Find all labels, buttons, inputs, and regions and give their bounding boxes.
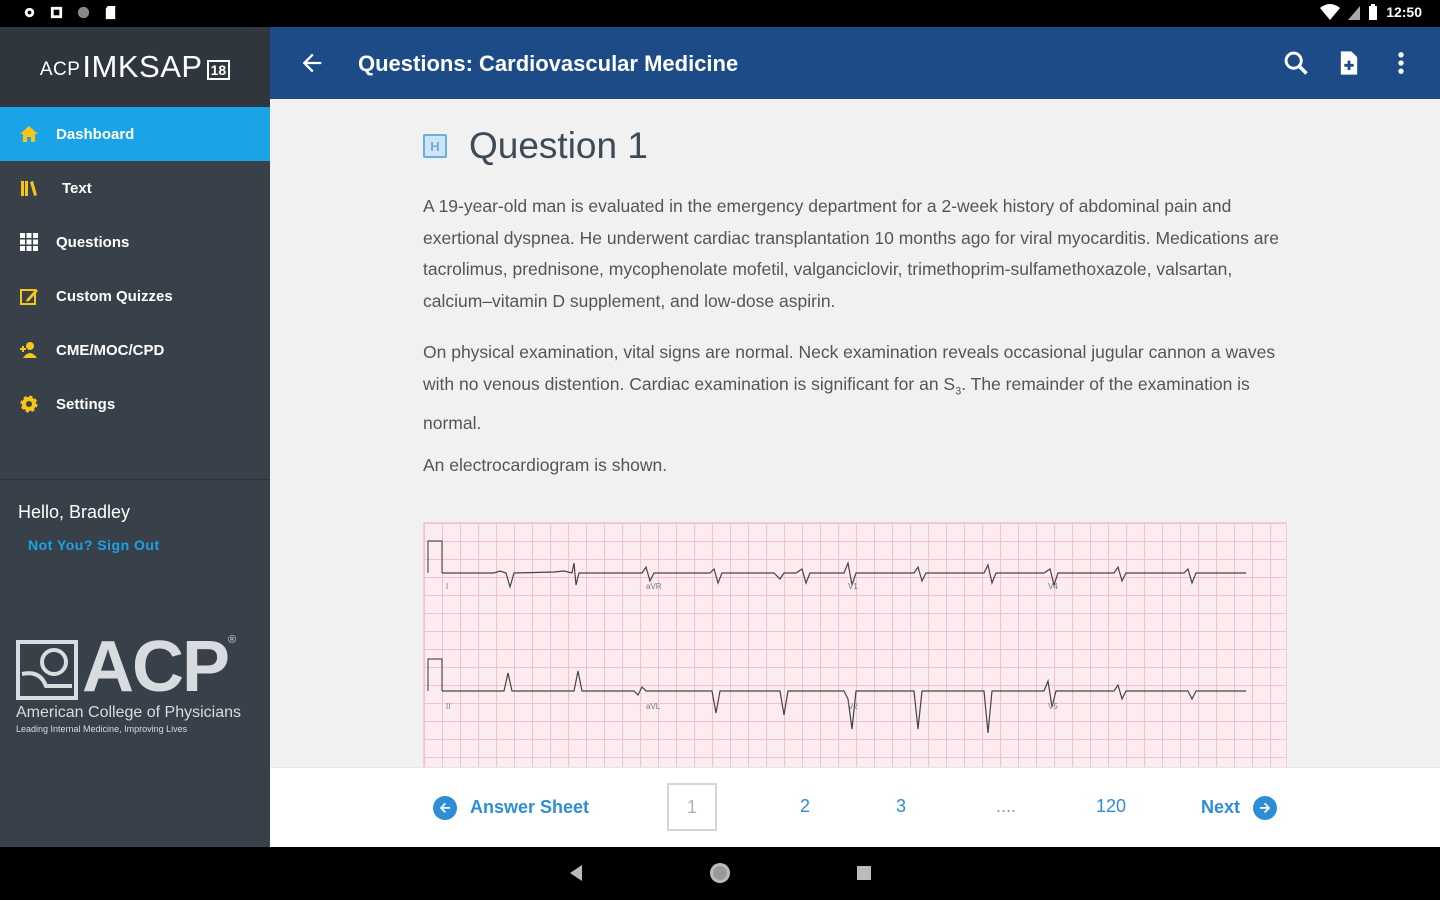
- sidebar-item-label: Custom Quizzes: [56, 287, 173, 305]
- ecg-lead-label: aVR: [646, 582, 662, 591]
- question-paragraph-1: A 19-year-old man is evaluated in the emergency department for a 2-week history of abdominal pain and exertional dyspnea. He underwent cardiac transplantation 10 months ago for viral myocarditis. Medications are tacrolimus, prednisone, mycophenolate mofetil, valganciclovir, trimethoprim-sulfamethoxazole, valsartan, calcium–vitamin D supplement, and low-dose aspirin.: [423, 196, 1280, 311]
- question-flag[interactable]: H: [423, 134, 447, 158]
- ecg-lead-label: V4: [1048, 582, 1058, 591]
- gear-icon: [18, 393, 40, 415]
- sd-card-status-icon: [103, 5, 118, 20]
- sidebar-item-custom-quizzes[interactable]: [0, 269, 270, 323]
- sidebar-item-label: Text: [62, 179, 92, 197]
- page-ellipsis: ....: [996, 796, 1017, 816]
- question-paragraph-3: An electrocardiogram is shown.: [423, 455, 668, 475]
- ecg-lead-label: aVL: [646, 702, 661, 711]
- question-header: [423, 125, 648, 167]
- page-3[interactable]: 3: [896, 796, 907, 816]
- question-pager: [270, 767, 1440, 847]
- ecg-image[interactable]: [423, 522, 1287, 767]
- page-last[interactable]: 120: [1096, 796, 1127, 816]
- next-button[interactable]: [1201, 796, 1277, 820]
- nav-recents-icon[interactable]: [852, 861, 876, 885]
- sign-out-link[interactable]: Not You? Sign Out: [28, 537, 160, 553]
- question-content: [270, 99, 1440, 767]
- wifi-icon: [1320, 4, 1340, 20]
- sidebar-item-label: CME/MOC/CPD: [56, 341, 165, 359]
- add-note-icon[interactable]: [1335, 49, 1363, 77]
- paragraph-2-text-end: . The remainder of the examination is normal.: [423, 373, 1250, 433]
- sidebar-nav: [0, 107, 270, 431]
- page-2[interactable]: 2: [800, 796, 811, 816]
- ecg-lead-label: V1: [848, 582, 858, 591]
- sidebar-item-questions[interactable]: [0, 215, 270, 269]
- acp-acronym: ACP: [82, 627, 229, 707]
- ecg-lead-label: II: [446, 702, 451, 711]
- app-bar: [270, 27, 1440, 99]
- question-title: Question 1: [469, 125, 648, 166]
- sidebar-item-label: Dashboard: [56, 125, 135, 143]
- sidebar-item-cme[interactable]: [0, 323, 270, 377]
- nav-home-icon[interactable]: [708, 861, 732, 885]
- search-icon[interactable]: [1282, 49, 1310, 77]
- next-label: Next: [1201, 796, 1241, 817]
- acp-tagline: Leading Internal Medicine, Improving Lives: [16, 724, 188, 734]
- acp-logo: [16, 627, 256, 734]
- status-bar: [0, 0, 1440, 27]
- home-icon: [18, 123, 40, 145]
- acp-emblem-icon: [16, 640, 78, 700]
- sidebar-item-dashboard[interactable]: [0, 107, 270, 161]
- acp-org-name: American College of Physicians: [16, 704, 241, 721]
- arrow-left-circle-icon: [433, 796, 457, 820]
- paragraph-2-text: On physical examination, vital signs are normal. Neck examination reveals occasional jugular cannon a waves with no venous distention. Cardiac examination is significant for an S: [423, 342, 1276, 394]
- more-vert-icon[interactable]: [1387, 49, 1415, 77]
- brand-logo: [0, 27, 270, 107]
- sidebar-item-label: Settings: [56, 395, 116, 413]
- books-icon: [18, 177, 40, 199]
- signal-icon: [1348, 4, 1360, 20]
- answer-sheet-button[interactable]: [433, 796, 589, 820]
- greeting: Hello, Bradley: [18, 502, 131, 522]
- sidebar: [0, 27, 270, 847]
- registered-mark: ®: [228, 634, 237, 646]
- battery-icon: [1368, 4, 1378, 20]
- question-paragraph-2: [423, 337, 1293, 439]
- record-status-icon: [76, 5, 91, 20]
- edit-square-icon: [18, 285, 40, 307]
- sidebar-item-label: Questions: [56, 233, 130, 251]
- nav-back-icon[interactable]: [564, 861, 588, 885]
- back-arrow-icon[interactable]: [298, 49, 326, 77]
- ecg-lead-label: I: [446, 582, 449, 591]
- ecg-lead-label: V2: [848, 702, 858, 711]
- settings-status-icon: [22, 5, 37, 20]
- status-time: 12:50: [1386, 4, 1422, 20]
- sidebar-item-text[interactable]: [0, 161, 270, 215]
- page-current[interactable]: 1: [667, 783, 717, 831]
- brand-name: IMKSAP: [82, 49, 203, 84]
- brand-edition: 18: [207, 60, 231, 80]
- system-nav-bar: [0, 847, 1440, 900]
- answer-sheet-label: Answer Sheet: [470, 796, 590, 817]
- brand-prefix: ACP: [39, 59, 81, 80]
- notification-status-icon: [49, 5, 64, 20]
- person-add-icon: [18, 339, 40, 361]
- page-title: Questions: Cardiovascular Medicine: [358, 51, 739, 76]
- grid-icon: [18, 231, 40, 253]
- s3-subscript: 3: [955, 385, 962, 397]
- ecg-tracing: [424, 523, 1288, 767]
- arrow-right-circle-icon: [1253, 796, 1277, 820]
- sidebar-item-settings[interactable]: [0, 377, 270, 431]
- ecg-lead-label: V5: [1048, 702, 1058, 711]
